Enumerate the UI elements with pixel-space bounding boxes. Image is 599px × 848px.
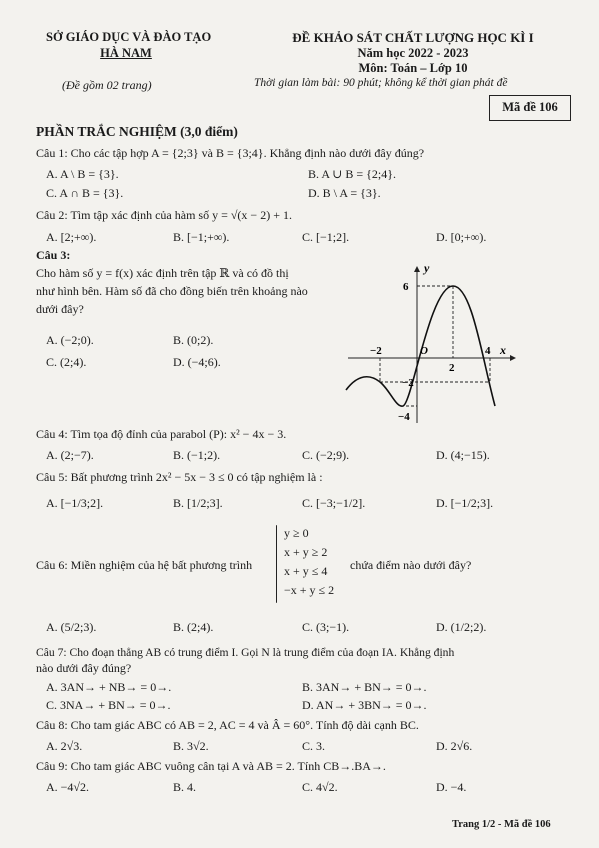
q1-option-b: B. A ∪ B = {2;4}. xyxy=(308,167,397,181)
y-axis-arrow-icon xyxy=(414,266,420,272)
tick-xm2: −2 xyxy=(370,345,382,357)
pages-note: (Đề gồm 02 trang) xyxy=(62,78,152,92)
q1-option-d: D. B \ A = {3}. xyxy=(308,186,381,200)
q5-option-b: B. [1/2;3]. xyxy=(173,496,223,510)
q9-option-c: C. 4√2. xyxy=(302,780,338,794)
q7-option-b: B. 3AN→ + BN→ = 0→. xyxy=(302,680,427,694)
q2-stem: Câu 2: Tìm tập xác định của hàm số y = √(x − 2) + 1. xyxy=(36,208,292,222)
exam-code: Mã đề 106 xyxy=(502,100,558,115)
section-title: PHẦN TRẮC NGHIỆM (3,0 điểm) xyxy=(36,124,238,139)
q5-option-d: D. [−1/2;3]. xyxy=(436,496,494,510)
q3-option-a: A. (−2;0). xyxy=(46,333,94,347)
exam-title: ĐỀ KHẢO SÁT CHẤT LƯỢNG HỌC KÌ I xyxy=(292,30,534,45)
q8-option-a: A. 2√3. xyxy=(46,739,83,753)
function-graph xyxy=(340,258,518,428)
q8-option-c: C. 3. xyxy=(302,739,326,753)
tick-ym4: −4 xyxy=(398,411,410,423)
q7-option-d: D. AN→ + 3BN→ = 0→. xyxy=(302,698,427,712)
q4-option-a: A. (2;−7). xyxy=(46,448,94,462)
q5-stem: Câu 5: Bất phương trình 2x² − 5x − 3 ≤ 0 có tập nghiệm là : xyxy=(36,470,323,484)
q8-option-b: B. 3√2. xyxy=(173,739,209,753)
x-axis-arrow-icon xyxy=(510,355,516,361)
q6-system-line3: x + y ≤ 4 xyxy=(284,564,328,578)
q2-option-d: D. [0;+∞). xyxy=(436,230,487,244)
q7-stem-line1: Câu 7: Cho đoạn thẳng AB có trung điểm I. Gọi N là trung điểm của đoạn IA. Khẳng định xyxy=(36,646,455,659)
q6-option-b: B. (2;4). xyxy=(173,620,214,634)
q6-system-line4: −x + y ≤ 2 xyxy=(284,583,335,597)
q6-system-line2: x + y ≥ 2 xyxy=(284,545,328,559)
q4-option-d: D. (4;−15). xyxy=(436,448,490,462)
q3-line3: dưới đây? xyxy=(36,302,84,316)
time-line: Thời gian làm bài: 90 phút; không kể thời gian phát đề xyxy=(254,77,508,89)
q7-option-a: A. 3AN→ + NB→ = 0→. xyxy=(46,680,172,694)
q6-system-brace xyxy=(276,525,277,603)
school-year: Năm học 2022 - 2023 xyxy=(357,46,469,60)
q1-option-a: A. A \ B = {3}. xyxy=(46,167,119,181)
subject-line: Môn: Toán – Lớp 10 xyxy=(358,61,468,75)
q4-option-c: C. (−2;9). xyxy=(302,448,350,462)
q6-option-c: C. (3;−1). xyxy=(302,620,350,634)
q6-option-a: A. (5/2;3). xyxy=(46,620,97,634)
q8-stem: Câu 8: Cho tam giác ABC có AB = 2, AC = 4 và Â = 60°. Tính độ dài cạnh BC. xyxy=(36,718,419,732)
q5-option-c: C. [−3;−1/2]. xyxy=(302,496,366,510)
exam-code-box xyxy=(489,95,571,121)
q3-line2: như hình bên. Hàm số đã cho đồng biến trên khoảng nào xyxy=(36,284,308,298)
q1-stem: Câu 1: Cho các tập hợp A = {2;3} và B = {3;4}. Khẳng định nào dưới đây đúng? xyxy=(36,146,425,160)
q9-option-b: B. 4. xyxy=(173,780,197,794)
q3-option-d: D. (−4;6). xyxy=(173,355,221,369)
q9-option-d: D. −4. xyxy=(436,780,467,794)
tick-ym2: −2 xyxy=(402,377,414,389)
q9-stem: Câu 9: Cho tam giác ABC vuông cân tại A và AB = 2. Tính CB→.BA→. xyxy=(36,759,386,773)
tick-x2: 2 xyxy=(449,362,455,374)
q9-option-a: A. −4√2. xyxy=(46,780,90,794)
tick-y6: 6 xyxy=(403,281,409,293)
tick-x4: 4 xyxy=(485,345,491,357)
q4-option-b: B. (−1;2). xyxy=(173,448,221,462)
q4-stem: Câu 4: Tìm tọa độ đỉnh của parabol (P): x² − 4x − 3. xyxy=(36,427,287,441)
q7-stem-line2: nào dưới đây đúng? xyxy=(36,661,132,675)
q6-stem-before: Câu 6: Miền nghiệm của hệ bất phương trình xyxy=(36,558,253,572)
q6-system-line1: y ≥ 0 xyxy=(284,526,309,540)
q8-option-d: D. 2√6. xyxy=(436,739,473,753)
q3-line1: Cho hàm số y = f(x) xác định trên tập ℝ và có đồ thị xyxy=(36,266,289,280)
origin-label: O xyxy=(420,345,428,357)
q3-option-b: B. (0;2). xyxy=(173,333,214,347)
q3-label: Câu 3: xyxy=(36,248,71,262)
x-axis-label: x xyxy=(500,343,506,357)
page-footer: Trang 1/2 - Mã đề 106 xyxy=(452,819,551,830)
y-axis-label: y xyxy=(424,261,430,275)
q1-option-c: C. A ∩ B = {3}. xyxy=(46,186,124,200)
province-name: HÀ NAM xyxy=(100,46,152,60)
q7-option-c: C. 3NA→ + BN→ = 0→. xyxy=(46,698,171,712)
dept-name: SỞ GIÁO DỤC VÀ ĐÀO TẠO xyxy=(46,30,212,44)
q6-option-d: D. (1/2;2). xyxy=(436,620,487,634)
q2-option-c: C. [−1;2]. xyxy=(302,230,350,244)
q2-option-b: B. [−1;+∞). xyxy=(173,230,230,244)
q2-option-a: A. [2;+∞). xyxy=(46,230,97,244)
q5-option-a: A. [−1/3;2]. xyxy=(46,496,104,510)
q6-stem-after: chứa điểm nào dưới đây? xyxy=(350,558,472,572)
q3-option-c: C. (2;4). xyxy=(46,355,87,369)
